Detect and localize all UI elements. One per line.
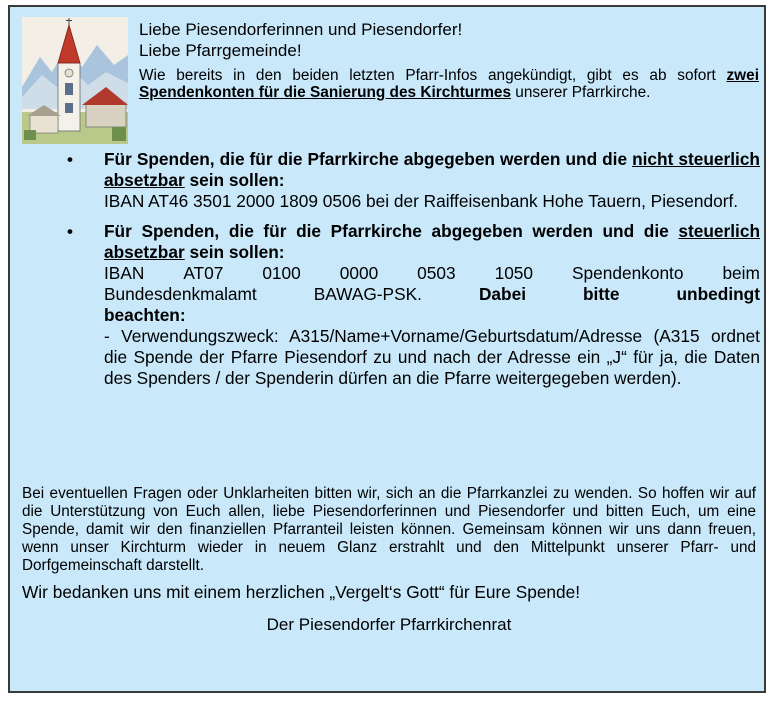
closing-section (22, 485, 756, 635)
signature: Der Piesendorfer Pfarrkirchenrat (266, 615, 512, 634)
bullet2-heading: Für Spenden, die für die Pfarrkirche abgegeben werden und die steuerlich absetzbar sein sollen: (104, 221, 760, 262)
greeting-line-2: Liebe Pfarrgemeinde! (139, 41, 302, 60)
bullet-marker: • (67, 222, 73, 241)
greeting-line-1: Liebe Piesendorferinnen und Piesendorfer! (139, 20, 463, 39)
bullet1-heading: Für Spenden, die für die Pfarrkirche abgegeben werden und die nicht steuerlich absetzbar sein sollen: (104, 149, 760, 190)
bullet2-iban-line: IBAN AT07 0100 0000 0503 1050 Spendenkonto beim (104, 263, 760, 283)
bullet1-iban: IBAN AT46 3501 2000 1809 0506 bei der Raiffeisenbank Hohe Tauern, Piesendorf. (104, 191, 739, 211)
intro-section (139, 19, 759, 101)
closing-paragraph: Bei eventuellen Fragen oder Unklarheiten bitten wir, sich an die Pfarrkanzlei zu wenden. So hoffen wir auf die Unterstützung von Euch allen, liebe Piesendorferinnen und Piesendorfer und bitten Euch, um eine Spende, damit wir den finanziellen Pfarranteil leisten können. Gemeinsam können wir uns dann freuen, wenn unser Kirchturm wieder in neuem Glanz erstrahlt und den Mittelpunkt unserer Pfarr- und Dorfgemeinschaft darstellt. (22, 485, 756, 574)
bullet2-purpose: - Verwendungszweck: A315/Name+Vorname/Geburtsdatum/Adresse (A315 ordnet die Spende der Pfarre Piesendorf zu und nach der Adresse ein „J“ für ja, die Daten des Spenders / der Spenderin dürfen an die Pfarre weitergegeben werden). (104, 326, 760, 388)
bullet-non-deductible (64, 149, 760, 212)
intro-text-a: Wie bereits in den beiden letzten Pfarr-Infos angekündigt, gibt es ab sofort (139, 67, 727, 84)
bullet-marker: • (67, 150, 73, 169)
bullet2-beachten: beachten: (104, 305, 186, 325)
intro-text-b: unserer Pfarrkirche. (511, 84, 651, 101)
donation-notice-box (8, 5, 766, 693)
bullet-deductible (64, 221, 760, 389)
bullet-list (64, 149, 760, 389)
intro-highlight: zwei Spendenkonten für die Sanierung des Kirchturmes (139, 67, 759, 101)
bullet2-bank-line: Bundesdenkmalamt BAWAG-PSK. Dabei bitte unbedingt (104, 284, 760, 304)
church-tower-illustration (22, 17, 128, 144)
bullet2-underlined: steuerlich absetzbar (104, 221, 760, 262)
bullet1-underlined: nicht steuerlich absetzbar (104, 149, 760, 190)
intro-paragraph (139, 67, 759, 101)
thanks-line: Wir bedanken uns mit einem herzlichen „Vergelt‘s Gott“ für Eure Spende! (22, 582, 581, 602)
